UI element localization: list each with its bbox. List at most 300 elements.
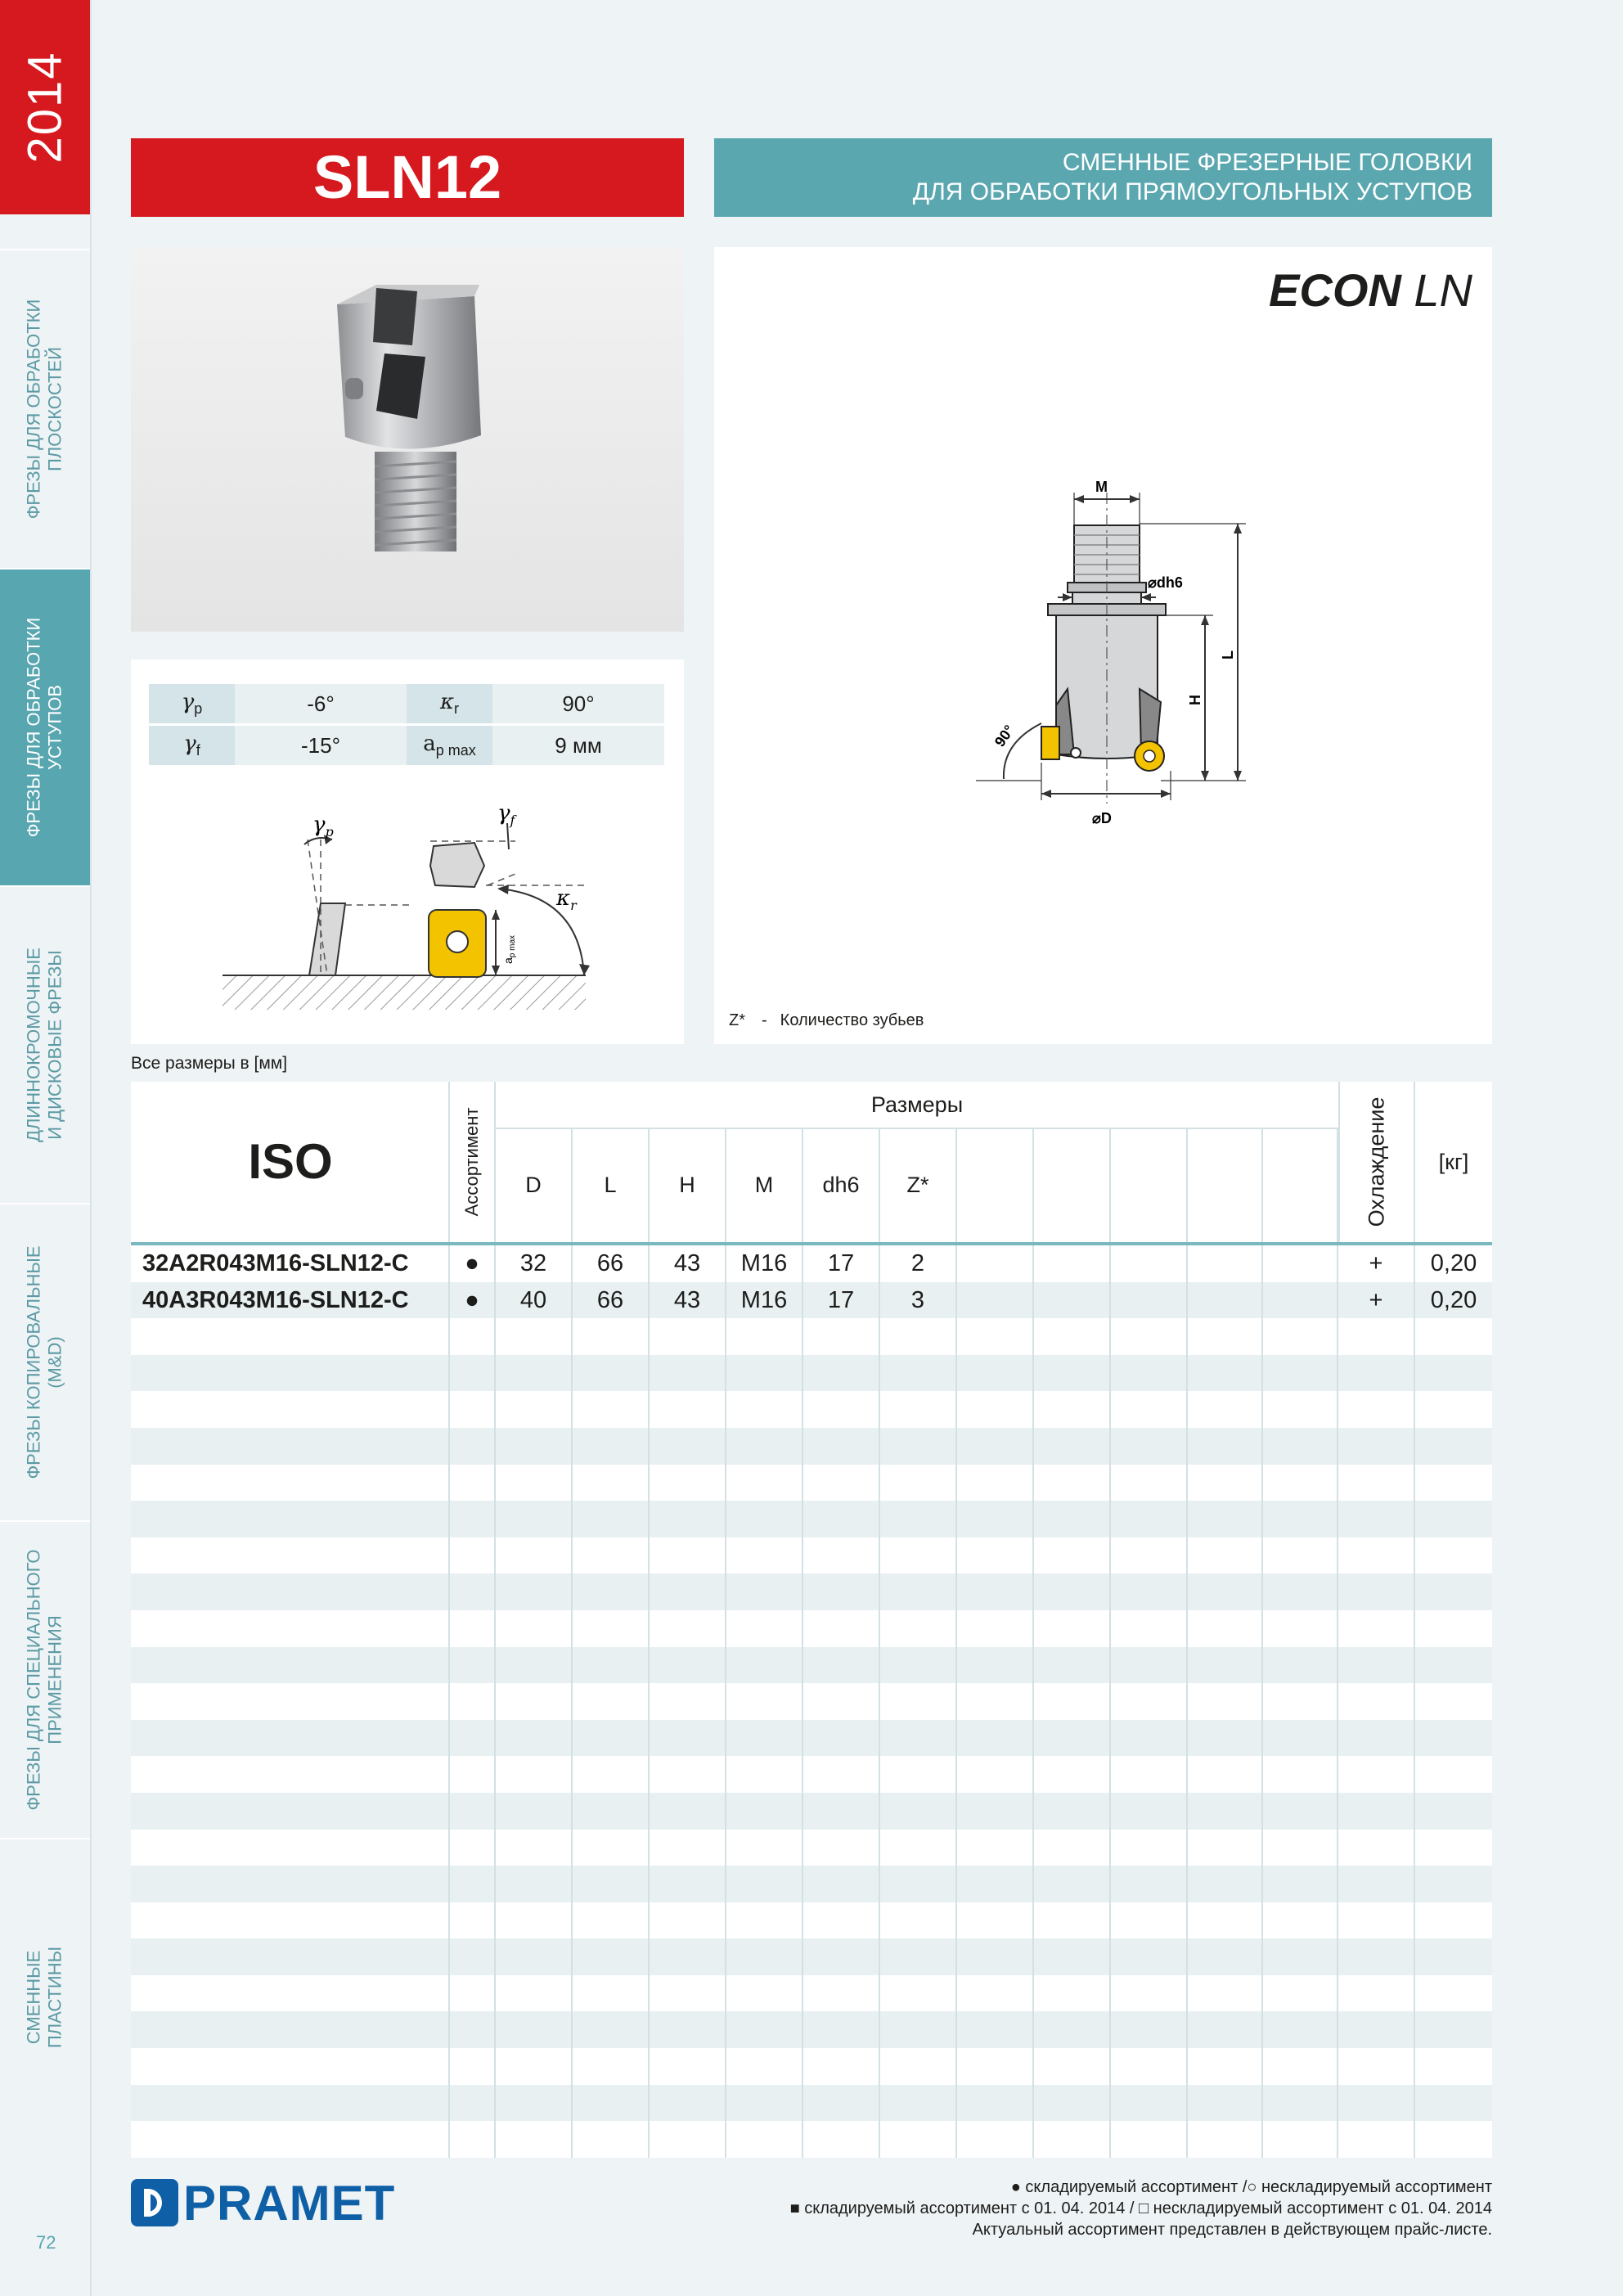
table-cell-d bbox=[496, 1428, 573, 1465]
table-cell-iso bbox=[131, 1355, 450, 1392]
table-cell bbox=[1188, 1428, 1263, 1465]
table-cell-m bbox=[726, 1537, 803, 1574]
sidebar-item-copy-milling[interactable] bbox=[0, 1203, 90, 1520]
table-cell bbox=[1111, 1391, 1188, 1428]
footnote-stock: ● складируемый ассортимент /○ нескладируемый ассортимент bbox=[1010, 2178, 1492, 2196]
table-cell-d bbox=[496, 1537, 573, 1574]
table-cell-z: 3 bbox=[880, 1282, 957, 1319]
table-cell bbox=[1188, 1866, 1263, 1902]
table-cell bbox=[1111, 1720, 1188, 1757]
table-cell-cooling bbox=[1338, 1573, 1415, 1610]
table-cell-dh6: 17 bbox=[803, 1282, 880, 1319]
col-empty-2 bbox=[1034, 1128, 1111, 1242]
table-cell-mass bbox=[1415, 1647, 1492, 1684]
table-cell bbox=[1263, 1938, 1338, 1975]
table-cell-dh6 bbox=[803, 2011, 880, 2048]
table-cell-dh6 bbox=[803, 1428, 880, 1465]
sidebar-item-special[interactable] bbox=[0, 1520, 90, 1838]
table-cell bbox=[1034, 1318, 1111, 1355]
table-cell-mass bbox=[1415, 2011, 1492, 2048]
table-cell bbox=[957, 2121, 1034, 2158]
table-cell-h bbox=[650, 2048, 726, 2085]
pramet-logo bbox=[131, 2177, 395, 2229]
table-cell bbox=[1263, 1975, 1338, 2012]
ap-max-symbol: $a_{p max}$ bbox=[407, 725, 492, 766]
subtitle-line-2: ДЛЯ ОБРАБОТКИ ПРЯМОУГОЛЬНЫХ УСТУПОВ bbox=[912, 178, 1472, 205]
table-cell-m bbox=[726, 1465, 803, 1501]
table-cell-h bbox=[650, 1793, 726, 1830]
table-cell bbox=[957, 1318, 1034, 1355]
table-cell-cooling bbox=[1338, 2121, 1415, 2158]
table-cell-z bbox=[880, 1830, 957, 1866]
table-cell bbox=[1263, 1428, 1338, 1465]
table-cell bbox=[1263, 1683, 1338, 1720]
table-cell-dh6 bbox=[803, 1537, 880, 1574]
table-cell-l bbox=[573, 2011, 650, 2048]
table-cell-l bbox=[573, 1902, 650, 1939]
table-cell-stock bbox=[450, 1391, 496, 1428]
table-row bbox=[131, 1902, 1492, 1939]
table-cell-stock bbox=[450, 1647, 496, 1684]
table-cell-stock bbox=[450, 1683, 496, 1720]
table-cell-z bbox=[880, 1573, 957, 1610]
table-cell bbox=[1034, 1610, 1111, 1647]
label-dh6: ⌀dh6 bbox=[1148, 574, 1183, 591]
table-cell-m bbox=[726, 1720, 803, 1757]
sidebar-item-shoulder-milling[interactable] bbox=[0, 568, 90, 885]
table-cell bbox=[1263, 1537, 1338, 1574]
table-cell bbox=[1188, 1465, 1263, 1501]
label-h: H bbox=[1187, 695, 1203, 705]
table-row bbox=[131, 1793, 1492, 1830]
table-cell-d bbox=[496, 1938, 573, 1975]
table-cell-mass bbox=[1415, 1720, 1492, 1757]
insert-geometry-diagram bbox=[131, 660, 684, 1044]
table-cell-dh6 bbox=[803, 1610, 880, 1647]
table-cell-mass bbox=[1415, 1756, 1492, 1793]
table-cell-h bbox=[650, 1975, 726, 2012]
table-cell-m bbox=[726, 1866, 803, 1902]
table-cell-mass bbox=[1415, 1683, 1492, 1720]
label-m: M bbox=[1095, 479, 1108, 495]
table-cell-cooling bbox=[1338, 1391, 1415, 1428]
table-cell bbox=[1034, 1902, 1111, 1939]
table-cell-iso: 40A3R043M16-SLN12-C bbox=[131, 1282, 450, 1319]
table-cell-stock bbox=[450, 1537, 496, 1574]
table-cell bbox=[1263, 1756, 1338, 1793]
table-cell-m bbox=[726, 1975, 803, 2012]
table-cell bbox=[1111, 1573, 1188, 1610]
table-cell-l bbox=[573, 1647, 650, 1684]
table-cell bbox=[1034, 1465, 1111, 1501]
table-cell-l bbox=[573, 1830, 650, 1866]
table-cell-l bbox=[573, 1610, 650, 1647]
table-cell bbox=[1034, 2085, 1111, 2122]
table-cell bbox=[1034, 1975, 1111, 2012]
table-cell-stock bbox=[450, 1793, 496, 1830]
table-cell-m bbox=[726, 1573, 803, 1610]
table-cell-iso bbox=[131, 2048, 450, 2085]
table-cell-l bbox=[573, 1866, 650, 1902]
table-cell bbox=[957, 1975, 1034, 2012]
table-cell-dh6 bbox=[803, 1793, 880, 1830]
table-cell-mass bbox=[1415, 1465, 1492, 1501]
table-cell-h bbox=[650, 1537, 726, 1574]
table-cell-iso bbox=[131, 1465, 450, 1501]
table-cell-dh6: 17 bbox=[803, 1245, 880, 1282]
table-cell bbox=[1034, 1245, 1111, 1282]
table-cell-h bbox=[650, 2085, 726, 2122]
table-cell-iso bbox=[131, 1866, 450, 1902]
table-cell bbox=[1034, 1391, 1111, 1428]
table-cell bbox=[1111, 2048, 1188, 2085]
table-cell bbox=[1263, 1866, 1338, 1902]
table-cell-iso bbox=[131, 1537, 450, 1574]
table-cell-h bbox=[650, 1938, 726, 1975]
table-cell-cooling: + bbox=[1338, 1282, 1415, 1319]
table-cell bbox=[1111, 1647, 1188, 1684]
table-cell bbox=[1034, 1720, 1111, 1757]
table-cell-l bbox=[573, 2048, 650, 2085]
table-cell-d: 40 bbox=[496, 1282, 573, 1319]
table-cell-d bbox=[496, 1501, 573, 1537]
table-cell-dh6 bbox=[803, 2121, 880, 2158]
table-cell bbox=[1263, 2085, 1338, 2122]
table-cell-iso bbox=[131, 1975, 450, 2012]
table-cell-m bbox=[726, 1902, 803, 1939]
table-cell bbox=[1034, 1683, 1111, 1720]
year-label: 2014 bbox=[18, 51, 72, 164]
table-cell bbox=[1188, 1282, 1263, 1319]
table-cell bbox=[1034, 1866, 1111, 1902]
table-cell-h bbox=[650, 1683, 726, 1720]
cutting-geometry-panel bbox=[131, 660, 684, 1044]
table-cell-l: 66 bbox=[573, 1245, 650, 1282]
table-cell-dh6 bbox=[803, 1902, 880, 1939]
table-cell-l bbox=[573, 2121, 650, 2158]
product-photo bbox=[131, 247, 684, 632]
table-cell-stock bbox=[450, 1938, 496, 1975]
table-cell-iso bbox=[131, 1756, 450, 1793]
table-cell bbox=[957, 1428, 1034, 1465]
table-cell-z bbox=[880, 1355, 957, 1392]
table-cell-cooling bbox=[1338, 1938, 1415, 1975]
table-cell-l bbox=[573, 1793, 650, 1830]
table-cell-l bbox=[573, 1501, 650, 1537]
footnote-pricelist: Актуальный ассортимент представлен в действующем прайс-листе. bbox=[972, 2221, 1492, 2239]
table-cell-d bbox=[496, 1902, 573, 1939]
table-cell bbox=[1188, 1501, 1263, 1537]
table-row bbox=[131, 1756, 1492, 1793]
table-cell-z bbox=[880, 1938, 957, 1975]
table-cell-m bbox=[726, 2011, 803, 2048]
col-m: M bbox=[726, 1128, 803, 1242]
sidebar-item-label: ДЛИННОКРОМОЧНЫЕ И ДИСКОВЫЕ ФРЕЗЫ bbox=[23, 948, 65, 1142]
table-cell-d bbox=[496, 1647, 573, 1684]
table-cell bbox=[1111, 1902, 1188, 1939]
table-cell-dh6 bbox=[803, 1938, 880, 1975]
table-cell-z bbox=[880, 1756, 957, 1793]
table-cell-iso bbox=[131, 1318, 450, 1355]
ap-max-label: $a_{p max}$ bbox=[501, 934, 517, 964]
table-cell-z bbox=[880, 1428, 957, 1465]
label-l: L bbox=[1220, 651, 1236, 660]
table-cell-h bbox=[650, 1720, 726, 1757]
table-cell bbox=[1263, 1610, 1338, 1647]
gamma-p-value: -6° bbox=[235, 684, 407, 725]
mass-header: [кг] bbox=[1438, 1150, 1469, 1174]
table-cell bbox=[1188, 1318, 1263, 1355]
table-cell-l bbox=[573, 1938, 650, 1975]
table-row bbox=[131, 1318, 1492, 1355]
table-row bbox=[131, 1647, 1492, 1684]
table-cell-z bbox=[880, 2011, 957, 2048]
table-cell bbox=[1188, 1647, 1263, 1684]
iso-header-cell bbox=[131, 1082, 450, 1242]
table-cell-d bbox=[496, 1975, 573, 2012]
table-cell bbox=[957, 2085, 1034, 2122]
table-row bbox=[131, 1428, 1492, 1465]
table-cell-l bbox=[573, 1756, 650, 1793]
table-cell bbox=[1263, 2011, 1338, 2048]
sidebar-item-label: ФРЕЗЫ ДЛЯ ОБРАБОТКИ ПЛОСКОСТЕЙ bbox=[23, 299, 65, 520]
gamma-f-label: $\gamma_f$ bbox=[497, 801, 515, 828]
table-cell bbox=[1263, 1902, 1338, 1939]
table-cell-h bbox=[650, 1355, 726, 1392]
product-table bbox=[131, 1082, 1492, 2158]
table-cell-m bbox=[726, 2085, 803, 2122]
table-cell-mass bbox=[1415, 1537, 1492, 1574]
table-cell-z bbox=[880, 1318, 957, 1355]
table-cell bbox=[1111, 1245, 1188, 1282]
table-cell bbox=[1263, 1830, 1338, 1866]
table-cell bbox=[1111, 1866, 1188, 1902]
table-cell-dh6 bbox=[803, 1975, 880, 2012]
sidebar-item-face-milling[interactable] bbox=[0, 249, 90, 568]
table-cell-m bbox=[726, 1610, 803, 1647]
technical-drawing-panel bbox=[714, 247, 1492, 1044]
table-cell bbox=[1034, 1428, 1111, 1465]
table-cell-stock: ● bbox=[450, 1245, 496, 1282]
table-cell bbox=[957, 1610, 1034, 1647]
units-note: Все размеры в [мм] bbox=[131, 1054, 288, 1073]
table-cell bbox=[1188, 2048, 1263, 2085]
table-cell bbox=[1111, 1537, 1188, 1574]
table-cell-stock bbox=[450, 1501, 496, 1537]
table-cell-iso bbox=[131, 2085, 450, 2122]
table-cell-cooling bbox=[1338, 2085, 1415, 2122]
table-cell bbox=[1188, 1902, 1263, 1939]
table-cell-cooling: + bbox=[1338, 1245, 1415, 1282]
table-cell-stock bbox=[450, 1975, 496, 2012]
table-cell bbox=[1263, 2048, 1338, 2085]
table-cell-iso bbox=[131, 1683, 450, 1720]
table-cell bbox=[1188, 1756, 1263, 1793]
table-cell-stock bbox=[450, 1355, 496, 1392]
table-cell bbox=[1111, 1610, 1188, 1647]
table-cell-stock bbox=[450, 1610, 496, 1647]
table-cell-d: 32 bbox=[496, 1245, 573, 1282]
table-cell-m: M16 bbox=[726, 1245, 803, 1282]
table-cell-mass bbox=[1415, 1902, 1492, 1939]
table-cell bbox=[1034, 2121, 1111, 2158]
table-cell bbox=[1188, 1610, 1263, 1647]
table-cell-stock bbox=[450, 1830, 496, 1866]
gamma-p-symbol: $\gamma_p$ bbox=[149, 684, 235, 725]
table-row bbox=[131, 1282, 1492, 1319]
col-empty-1 bbox=[957, 1128, 1034, 1242]
table-cell-d bbox=[496, 2011, 573, 2048]
gamma-p-label: $\gamma_p$ bbox=[312, 813, 334, 840]
col-h: H bbox=[650, 1128, 726, 1242]
table-cell-cooling bbox=[1338, 1537, 1415, 1574]
table-cell bbox=[1188, 1355, 1263, 1392]
sidebar-item-inserts[interactable] bbox=[0, 1838, 90, 2155]
table-cell-h bbox=[650, 1428, 726, 1465]
table-cell-z bbox=[880, 1866, 957, 1902]
table-cell-dh6 bbox=[803, 1355, 880, 1392]
table-cell bbox=[957, 1537, 1034, 1574]
col-empty-3 bbox=[1111, 1128, 1188, 1242]
table-cell-z bbox=[880, 2085, 957, 2122]
table-cell bbox=[957, 1720, 1034, 1757]
table-cell-mass bbox=[1415, 1391, 1492, 1428]
table-cell bbox=[957, 1683, 1034, 1720]
table-cell bbox=[1034, 1938, 1111, 1975]
table-row bbox=[131, 1720, 1492, 1757]
table-cell-iso bbox=[131, 1720, 450, 1757]
table-cell bbox=[1034, 1501, 1111, 1537]
table-cell-dh6 bbox=[803, 1465, 880, 1501]
table-cell-stock bbox=[450, 1866, 496, 1902]
table-cell bbox=[1111, 2085, 1188, 2122]
table-cell bbox=[1263, 2121, 1338, 2158]
table-row bbox=[131, 1245, 1492, 1282]
table-cell-l bbox=[573, 1391, 650, 1428]
table-cell bbox=[1111, 1938, 1188, 1975]
table-cell-iso bbox=[131, 1830, 450, 1866]
table-cell bbox=[1034, 1793, 1111, 1830]
table-cell-l bbox=[573, 1975, 650, 2012]
table-cell bbox=[1111, 1355, 1188, 1392]
cutter-dimension-drawing bbox=[714, 247, 1492, 1044]
table-cell-iso bbox=[131, 1610, 450, 1647]
table-cell bbox=[957, 1245, 1034, 1282]
table-cell-dh6 bbox=[803, 2048, 880, 2085]
table-cell-dh6 bbox=[803, 1391, 880, 1428]
page-number: 72 bbox=[36, 2232, 56, 2253]
table-row bbox=[131, 1938, 1492, 1975]
assortment-header: Ассортимент bbox=[461, 1107, 482, 1217]
table-cell-cooling bbox=[1338, 1428, 1415, 1465]
table-cell-d bbox=[496, 1573, 573, 1610]
table-cell-cooling bbox=[1338, 1610, 1415, 1647]
table-cell-mass: 0,20 bbox=[1430, 1250, 1477, 1276]
table-cell bbox=[957, 1756, 1034, 1793]
table-cell-d bbox=[496, 1830, 573, 1866]
table-cell-h bbox=[650, 1830, 726, 1866]
table-cell bbox=[1263, 1282, 1338, 1319]
table-cell-cooling bbox=[1338, 1866, 1415, 1902]
sidebar-item-label: ФРЕЗЫ ДЛЯ ОБРАБОТКИ УСТУПОВ bbox=[23, 617, 65, 838]
table-row bbox=[131, 1465, 1492, 1501]
cooling-header-cell bbox=[1338, 1082, 1415, 1242]
table-cell bbox=[957, 1938, 1034, 1975]
table-cell-mass bbox=[1415, 1610, 1492, 1647]
col-z: Z* bbox=[880, 1128, 957, 1242]
table-cell-d bbox=[496, 1756, 573, 1793]
table-row bbox=[131, 1683, 1492, 1720]
table-cell-d bbox=[496, 1465, 573, 1501]
table-cell-m bbox=[726, 1793, 803, 1830]
table-cell-dh6 bbox=[803, 1647, 880, 1684]
ap-max-value: 9 мм bbox=[492, 725, 664, 766]
table-cell-dh6 bbox=[803, 1683, 880, 1720]
table-cell bbox=[957, 1866, 1034, 1902]
col-dh6: dh6 bbox=[803, 1128, 880, 1242]
table-cell bbox=[1111, 1830, 1188, 1866]
table-cell-dh6 bbox=[803, 1501, 880, 1537]
table-cell bbox=[1111, 2121, 1188, 2158]
table-cell-mass bbox=[1415, 1428, 1492, 1465]
label-d: ⌀D bbox=[1092, 810, 1112, 826]
table-cell bbox=[1111, 1282, 1188, 1319]
table-cell bbox=[1263, 1720, 1338, 1757]
table-cell-iso bbox=[131, 1793, 450, 1830]
table-cell-d bbox=[496, 2085, 573, 2122]
table-cell-iso bbox=[131, 2121, 450, 2158]
table-cell-d bbox=[496, 1318, 573, 1355]
table-cell-mass bbox=[1415, 1938, 1492, 1975]
table-cell-cooling bbox=[1338, 1720, 1415, 1757]
table-body bbox=[131, 1245, 1492, 2158]
table-cell-m bbox=[726, 1830, 803, 1866]
table-cell-iso bbox=[131, 1938, 450, 1975]
table-cell bbox=[1188, 2011, 1263, 2048]
table-cell-h bbox=[650, 1647, 726, 1684]
table-row bbox=[131, 2048, 1492, 2085]
table-cell-z: 2 bbox=[880, 1245, 957, 1282]
table-cell bbox=[957, 1902, 1034, 1939]
dimensions-header: Размеры bbox=[496, 1082, 1338, 1129]
table-cell-cooling bbox=[1338, 1355, 1415, 1392]
table-cell-stock bbox=[450, 2085, 496, 2122]
table-cell-dh6 bbox=[803, 1866, 880, 1902]
table-cell-mass bbox=[1415, 2048, 1492, 2085]
table-cell-stock bbox=[450, 1465, 496, 1501]
table-cell-d bbox=[496, 1793, 573, 1830]
table-cell-h bbox=[650, 1391, 726, 1428]
table-cell-mass bbox=[1415, 1975, 1492, 2012]
table-cell bbox=[1188, 2121, 1263, 2158]
table-cell-z bbox=[880, 1720, 957, 1757]
table-cell-iso bbox=[131, 1428, 450, 1465]
table-cell-stock: ● bbox=[450, 1282, 496, 1319]
table-cell-l bbox=[573, 1428, 650, 1465]
table-cell-cooling bbox=[1338, 1830, 1415, 1866]
table-cell-m bbox=[726, 1318, 803, 1355]
table-cell-iso: 32A2R043M16-SLN12-C bbox=[131, 1245, 450, 1282]
table-cell-cooling bbox=[1338, 1647, 1415, 1684]
table-cell bbox=[1111, 1501, 1188, 1537]
table-cell bbox=[1263, 1793, 1338, 1830]
table-cell-stock bbox=[450, 2011, 496, 2048]
table-cell-mass: 0,20 bbox=[1430, 1286, 1477, 1313]
table-row bbox=[131, 1866, 1492, 1902]
sidebar-item-long-edge[interactable] bbox=[0, 885, 90, 1203]
table-cell bbox=[1111, 1465, 1188, 1501]
table-cell bbox=[1111, 2011, 1188, 2048]
